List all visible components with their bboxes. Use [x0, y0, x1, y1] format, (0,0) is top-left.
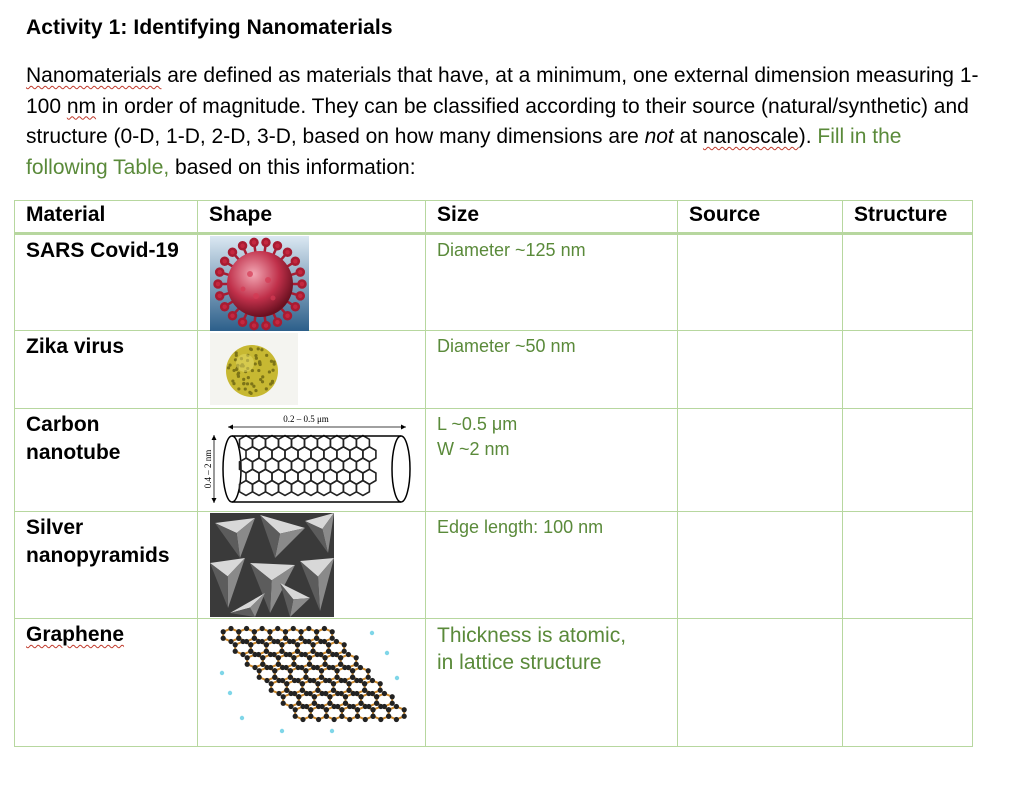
structure-cell[interactable]: [843, 331, 973, 409]
shape-cell: [198, 619, 426, 747]
size-cell: [426, 409, 678, 512]
header-structure: Structure: [843, 201, 973, 234]
table-row: [15, 234, 973, 331]
size-cell: [426, 234, 678, 331]
carbon-nanotube-diagram: [203, 411, 418, 509]
activity-title: Activity 1: Identifying Nanomaterials: [26, 16, 393, 39]
shape-cell: [198, 409, 426, 512]
structure-cell[interactable]: [843, 512, 973, 619]
nanotube-width-label: 0.4 – 2 nm: [203, 449, 213, 489]
material-cell: [15, 512, 198, 619]
size-cell: [426, 331, 678, 409]
graphene-lattice-model: [212, 623, 402, 735]
size-cell: [426, 619, 678, 747]
intro-text-5: based on this information:: [169, 155, 416, 179]
word-nm: nm: [66, 94, 97, 118]
source-cell[interactable]: [678, 409, 843, 512]
material-graphene: Graphene: [26, 623, 125, 646]
shape-cell: [198, 234, 426, 331]
zika-virus-image: [210, 333, 298, 405]
header-material: Material: [15, 201, 198, 234]
header-row: [15, 201, 973, 234]
shape-cell: [198, 331, 426, 409]
material-cell: [15, 619, 198, 747]
table-row: [15, 409, 973, 512]
intro-text-1: are defined as materials that have, at a minimum, one external dimension measuring 1-100: [26, 64, 979, 118]
structure-cell[interactable]: [843, 619, 973, 747]
nanopyramids-micrograph: [210, 513, 334, 617]
header-size: Size: [426, 201, 678, 234]
source-cell[interactable]: [678, 619, 843, 747]
table-row: [15, 331, 973, 409]
material-cell: Carbon nanotube: [15, 409, 198, 512]
shape-cell: [198, 512, 426, 619]
nanomaterials-table: [14, 200, 973, 747]
word-nanoscale: nanoscale: [702, 125, 799, 148]
table-row: [15, 512, 973, 619]
size-line: L ~0.5 μm: [437, 414, 518, 434]
size-cell: [426, 512, 678, 619]
structure-cell[interactable]: [843, 409, 973, 512]
size-line: Edge length: 100 nm: [437, 517, 604, 537]
instruction-highlight: Fill in the following Table,: [26, 125, 902, 179]
material-cell: Zika virus: [15, 331, 198, 409]
coronavirus-image: [210, 236, 309, 331]
nanotube-length-label: 0.2 – 0.5 μm: [283, 414, 329, 424]
size-line: in lattice structure: [437, 651, 602, 674]
source-cell[interactable]: [678, 512, 843, 619]
size-line: Thickness is atomic,: [437, 624, 627, 647]
material-cell: SARS Covid-19: [15, 234, 198, 331]
source-cell[interactable]: [678, 234, 843, 331]
intro-text-4: ).: [798, 125, 818, 148]
structure-cell[interactable]: [843, 234, 973, 331]
header-source: Source: [678, 201, 843, 234]
size-line: Diameter ~125 nm: [437, 240, 586, 260]
intro-paragraph: [26, 61, 986, 183]
material-silver: Silver nanopyramids: [26, 516, 170, 567]
header-shape: Shape: [198, 201, 426, 234]
word-nanomaterials: Nanomaterials: [26, 64, 162, 87]
word-not: not: [644, 125, 674, 148]
intro-text-2: in order of magnitude. They can be classified according to their source (natural/synthetic) and structure (0-D, 1-D, 2-D, 3-D, based on how many dimensions are: [26, 94, 969, 148]
table-row: [15, 619, 973, 747]
size-line: Diameter ~50 nm: [437, 336, 576, 356]
source-cell[interactable]: [678, 331, 843, 409]
size-line: W ~2 nm: [437, 439, 510, 459]
intro-text-3: at: [673, 125, 703, 148]
